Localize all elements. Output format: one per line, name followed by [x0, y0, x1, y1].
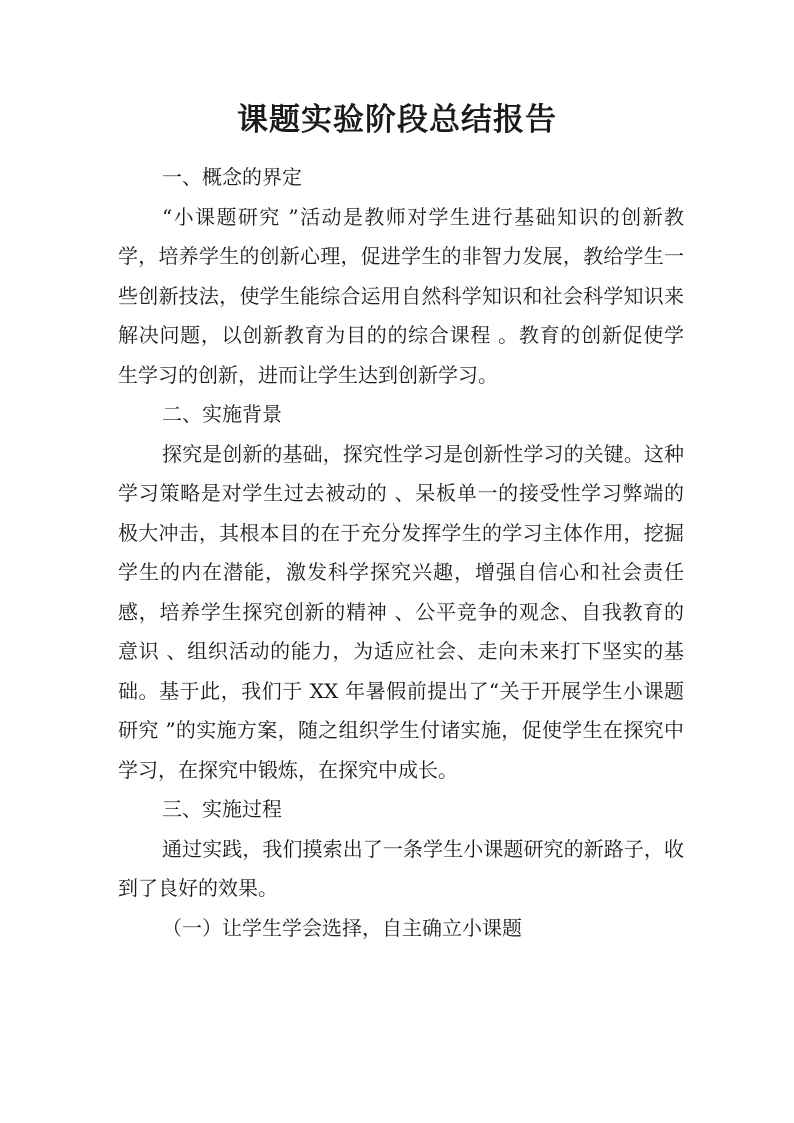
section-paragraph-background: 探究是创新的基础，探究性学习是创新性学习的关键。这种学习策略是对学生过去被动的 、呆板单一的接受性学习弊端的极大冲击，其根本目的在于充分发挥学生的学习主体作用，挖掘学生的内在潜能，激发科学探究兴趣，增强自信心和社会责任感，培养学生探究创新的精神 、公平竞争的观念、自我教育的意识 、组织活动的能力，为适应社会、走向未来打下坚实的基础。基于此，我们于 XX 年暑假前提出了“关于开展学生小课题研究 ”的实施方案，随之组织学生付诸实施，促使学生在探究中学习，在探究中锻炼，在探究中成长。: [118, 441, 684, 782]
section-paragraph-definition: “小课题研究 ”活动是教师对学生进行基础知识的创新教学，培养学生的创新心理，促进学生的非智力发展，教给学生一些创新技法，使学生能综合运用自然科学知识和社会科学知识来解决问题，以创新教育为目的的综合课程 。教育的创新促使学生学习的创新，进而让学生达到创新学习。: [118, 204, 684, 387]
document-title: 课题实验阶段总结报告: [237, 102, 557, 138]
section-heading-background: 二、实施背景: [162, 402, 282, 426]
section-heading-process: 三、实施过程: [162, 797, 282, 821]
document-body: [118, 158, 684, 948]
section-heading-definition: 一、概念的界定: [162, 165, 302, 189]
section-paragraph-process: 通过实践，我们摸索出了一条学生小课题研究的新路子，收到了良好的效果。: [118, 836, 684, 900]
section-subheading-process: （一）让学生学会选择，自主确立小课题: [162, 915, 522, 940]
